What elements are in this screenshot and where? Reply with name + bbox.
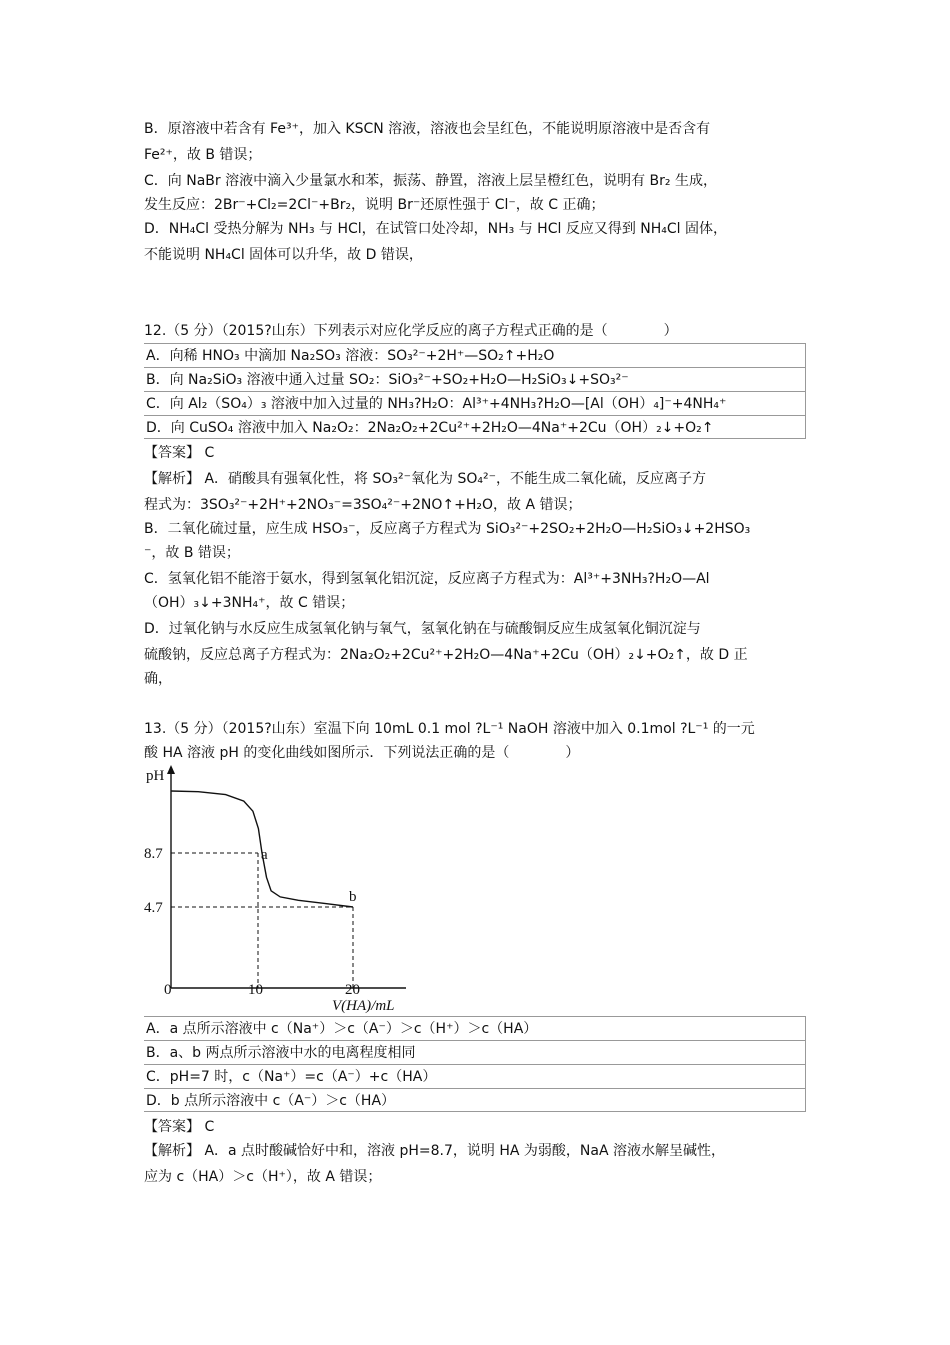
q11-option-c-line2: 发生反应：2Br⁻+Cl₂=2Cl⁻+Br₂，说明 Br⁻还原性强于 Cl⁻，故 C 正确；	[144, 197, 605, 213]
q13-stem-line2: 酸 HA 溶液 pH 的变化曲线如图所示．下列说法正确的是（ ）	[144, 745, 580, 761]
y-tick-label: 4.7	[144, 900, 163, 916]
q12-option-c: C．向 Al₂（SO₄）₃ 溶液中加入过量的 NH₃?H₂O：Al³⁺+4NH₃?H₂O—[Al（OH）₄]⁻+4NH₄⁺	[144, 391, 806, 415]
q12-analysis-line: C．氢氧化铝不能溶于氨水，得到氢氧化铝沉淀，反应离子方程式为：Al³⁺+3NH₃?H₂O—Al	[144, 571, 710, 587]
q13-answer: 【答案】 C	[144, 1119, 215, 1135]
q12-option-b: B．向 Na₂SiO₃ 溶液中通入过量 SO₂：SiO₃²⁻+SO₂+H₂O—H₂SiO₃↓+SO₃²⁻	[144, 367, 806, 391]
q12-analysis-line: 【解析】 A．硝酸具有强氧化性，将 SO₃²⁻氧化为 SO₄²⁻，不能生成二氧化硫，反应离子方	[144, 471, 706, 487]
q12-analysis-line: D．过氧化钠与水反应生成氢氧化钠与氧气，氢氧化钠在与硫酸铜反应生成氢氧化铜沉淀与	[144, 621, 701, 637]
q12-analysis-line: B．二氧化硫过量，应生成 HSO₃⁻，反应离子方程式为 SiO₃²⁻+2SO₂+2H₂O—H₂SiO₃↓+2HSO₃	[144, 521, 751, 537]
q13-analysis-line1: 【解析】 A．a 点时酸碱恰好中和，溶液 pH=8.7，说明 HA 为弱酸，NaA 溶液水解呈碱性，	[144, 1143, 725, 1159]
q13-analysis-line2: 应为 c（HA）＞c（H⁺），故 A 错误；	[144, 1169, 382, 1185]
q12-analysis-line: 确，	[144, 671, 172, 687]
q12-stem: 12.（5 分）（2015?山东）下列表示对应化学反应的离子方程式正确的是（ ）	[144, 323, 678, 339]
q13-option-a: A．a 点所示溶液中 c（Na⁺）＞c（A⁻）＞c（H⁺）＞c（HA）	[144, 1016, 806, 1040]
q11-option-b-line1: B．原溶液中若含有 Fe³⁺，加入 KSCN 溶液，溶液也会呈红色，不能说明原溶液中是否含有	[144, 121, 711, 137]
q13-stem-line1: 13.（5 分）（2015?山东）室温下向 10mL 0.1 mol ?L⁻¹ NaOH 溶液中加入 0.1mol ?L⁻¹ 的一元	[144, 721, 755, 737]
q11-option-d-line1: D．NH₄Cl 受热分解为 NH₃ 与 HCl，在试管口处冷却，NH₃ 与 HCl 反应又得到 NH₄Cl 固体，	[144, 221, 727, 237]
point-a-label: a	[261, 847, 268, 863]
q11-option-b-line2: Fe²⁺，故 B 错误；	[144, 147, 262, 163]
y-axis-label: pH	[146, 768, 165, 784]
q12-option-a: A．向稀 HNO₃ 中滴加 Na₂SO₃ 溶液：SO₃²⁻+2H⁺—SO₂↑+H₂O	[144, 343, 806, 367]
titration-chart	[140, 762, 420, 1014]
q12-analysis-line: 程式为：3SO₃²⁻+2H⁺+2NO₃⁻=3SO₄²⁻+2NO↑+H₂O，故 A 错误；	[144, 497, 582, 513]
q13-option-d: D．b 点所示溶液中 c（A⁻）＞c（HA）	[144, 1088, 806, 1112]
q12-analysis-line: （OH）₃↓+3NH₄⁺，故 C 错误；	[144, 595, 355, 611]
point-b-label: b	[349, 889, 357, 905]
q13-option-b: B．a、b 两点所示溶液中水的电离程度相同	[144, 1040, 806, 1064]
y-tick-label: 8.7	[144, 846, 163, 862]
q12-answer: 【答案】 C	[144, 445, 215, 461]
x-tick-label: 20	[345, 982, 360, 998]
x-tick-label: 0	[164, 982, 172, 998]
q12-analysis-line: ⁻，故 B 错误；	[144, 545, 240, 561]
q11-option-d-line2: 不能说明 NH₄Cl 固体可以升华，故 D 错误，	[144, 247, 423, 263]
x-axis-label: V(HA)/mL	[332, 998, 395, 1014]
q12-analysis-line: 硫酸钠，反应总离子方程式为：2Na₂O₂+2Cu²⁺+2H₂O—4Na⁺+2Cu（OH）₂↓+O₂↑，故 D 正	[144, 647, 748, 663]
q13-option-c: C．pH=7 时，c（Na⁺）=c（A⁻）+c（HA）	[144, 1064, 806, 1088]
y-axis-arrow	[167, 765, 175, 774]
q11-option-c-line1: C．向 NaBr 溶液中滴入少量氯水和苯，振荡、静置，溶液上层呈橙红色，说明有 Br₂ 生成，	[144, 173, 717, 189]
q12-option-d: D．向 CuSO₄ 溶液中加入 Na₂O₂：2Na₂O₂+2Cu²⁺+2H₂O—4Na⁺+2Cu（OH）₂↓+O₂↑	[144, 415, 806, 439]
x-tick-label: 10	[248, 982, 263, 998]
